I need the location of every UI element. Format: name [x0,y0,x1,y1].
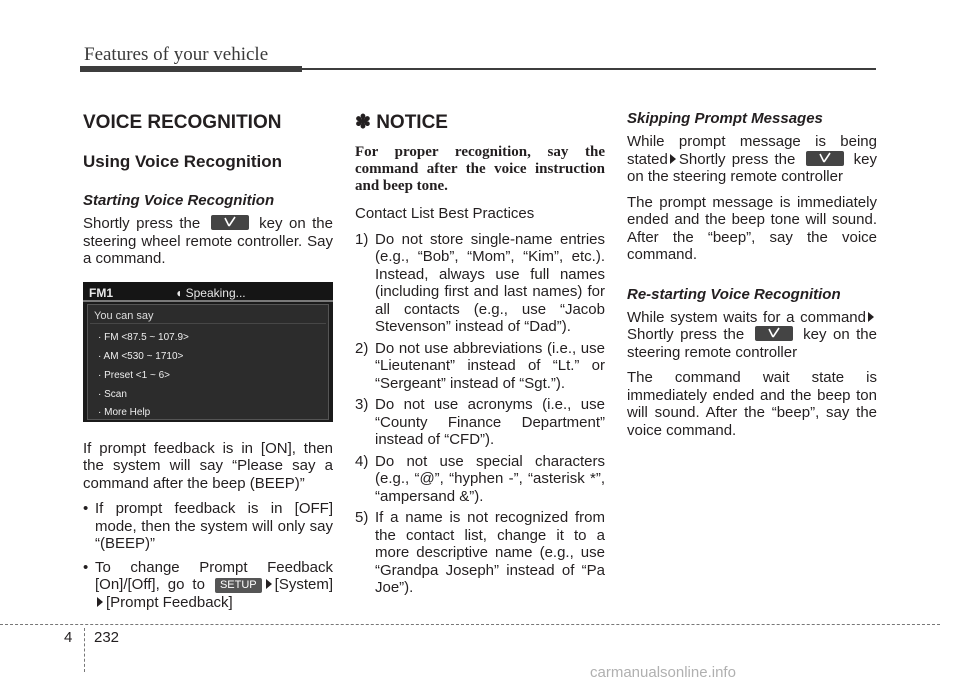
arrow-right-icon [868,312,874,322]
section-title: VOICE RECOGNITION [83,112,282,133]
list-text: Do not store single-name entries (e.g., “Bob”, “Mom”, “Kim”, etc.). Instead, always use full names (including first and last names) for all contacts (e.g., use “Jacob Stevenson” instead of “Dad”). [375,230,605,335]
list-number: 1) [355,230,369,248]
starting-text-2: key on the steering wheel remote controller. Say a command. [83,215,333,267]
arrow-right-icon [266,579,272,589]
restart-result: The command wait state is immediately ended and the beep ton will sound. After the “beep”, say the voice command. [627,369,877,439]
bullet-2-text-c: [Prompt Feedback] [106,593,233,611]
column-middle [355,104,605,601]
screen-options-panel [87,304,329,420]
column-left [83,104,333,617]
notice-title: ✽ NOTICE [355,112,448,133]
starting-paragraph [83,215,333,268]
feedback-paragraph: If prompt feedback is in [ON], then the system will say “Please say a command after the beep (BEEP)” [83,439,333,492]
restart-paragraph [627,309,877,362]
bullet-item [83,500,333,553]
list-text: Do not use acronyms (i.e., use “County Finance Department” instead of “CFD”). [375,396,605,448]
speaker-icon: ◖ [175,285,183,300]
list-number: 5) [355,509,369,526]
header-rule-thick [80,66,302,72]
skipping-text-a: While prompt message is being stated [627,133,877,168]
list-item [355,340,605,393]
setup-key-icon: SETUP [215,578,262,593]
screen-option: · Scan [98,388,127,400]
speaking-text: Speaking... [185,285,246,300]
restart-text-b: Shortly press the [627,326,745,343]
notice-lead: For proper recognition, say the command after the voice instruction and beep tone. [355,144,605,194]
list-text: Do not use special characters (e.g., “@”, “hyphen -”, “asterisk *”, “ampersand &”). [375,452,605,505]
list-item [355,231,605,336]
bullet-mark: • [83,500,89,517]
list-text: Do not use abbreviations (i.e., use “Lieutenant” instead of “Lt.” or “Sergeant” instead of “Sgt.”). [375,339,605,392]
bullet-text [95,559,333,612]
header-rule-thin [302,68,876,70]
screen-speaking-status [175,285,246,303]
screen-option: · Preset <1 ~ 6> [98,369,170,381]
list-item [355,509,605,597]
bullet-2-text-b: [System] [274,576,334,593]
watermark: carmanualsonline.info [590,664,736,681]
skipping-result: The prompt message is immediately ended and the beep tone will sound. After the “beep”, say the voice command. [627,193,877,263]
running-header: Features of your vehicle [84,44,269,65]
skipping-paragraph [627,133,877,186]
chapter-number: 4 [64,629,73,646]
contact-heading: Contact List Best Practices [355,205,535,222]
list-text: If a name is not recognized from the contact list, change it to a more descriptive name (e.g., use “Grandpa Joseph” instead of “Pa Joe”). [375,509,605,596]
screen-band-label: FM1 [89,285,113,300]
page-number: 232 [94,629,120,646]
restart-text-c: key on the steering remote controller [627,326,877,361]
screen-option: · AM <530 ~ 1710> [98,350,184,362]
screen-option: · More Help [98,406,151,418]
footer-rule [0,624,940,625]
talk-key-icon [755,326,793,341]
subsection-title: Using Voice Recognition [83,152,282,171]
skipping-heading: Skipping Prompt Messages [627,110,823,127]
arrow-right-icon [670,154,676,164]
skipping-text-c: key on the steering remote controller [627,150,877,185]
column-right [627,104,877,447]
list-number: 4) [355,452,369,470]
skipping-text-b: Shortly press the [678,150,796,168]
list-number: 3) [355,396,369,413]
starting-heading: Starting Voice Recognition [83,192,275,209]
talk-key-icon [211,215,249,230]
panel-divider [90,323,326,324]
bullet-text: If prompt feedback is in [OFF] mode, then the system will only say “(BEEP)” [95,500,333,552]
screen-prompt: You can say [94,309,154,322]
list-item [355,396,605,449]
bullet-2-text-a: To change Prompt Feedback [On]/[Off], go to [95,558,333,593]
bullet-item [83,559,333,612]
talk-key-icon [806,151,844,166]
starting-text-1: Shortly press the [83,215,201,232]
footer-divider [84,628,85,672]
list-number: 2) [355,339,369,357]
arrow-right-icon [97,597,103,607]
bullet-mark: • [83,558,89,576]
voice-screen [83,282,333,422]
restart-heading: Re-starting Voice Recognition [627,285,841,303]
list-item [355,453,605,506]
screen-option: · FM <87.5 ~ 107.9> [98,331,189,343]
restart-text-a: While system waits for a command [627,308,866,326]
